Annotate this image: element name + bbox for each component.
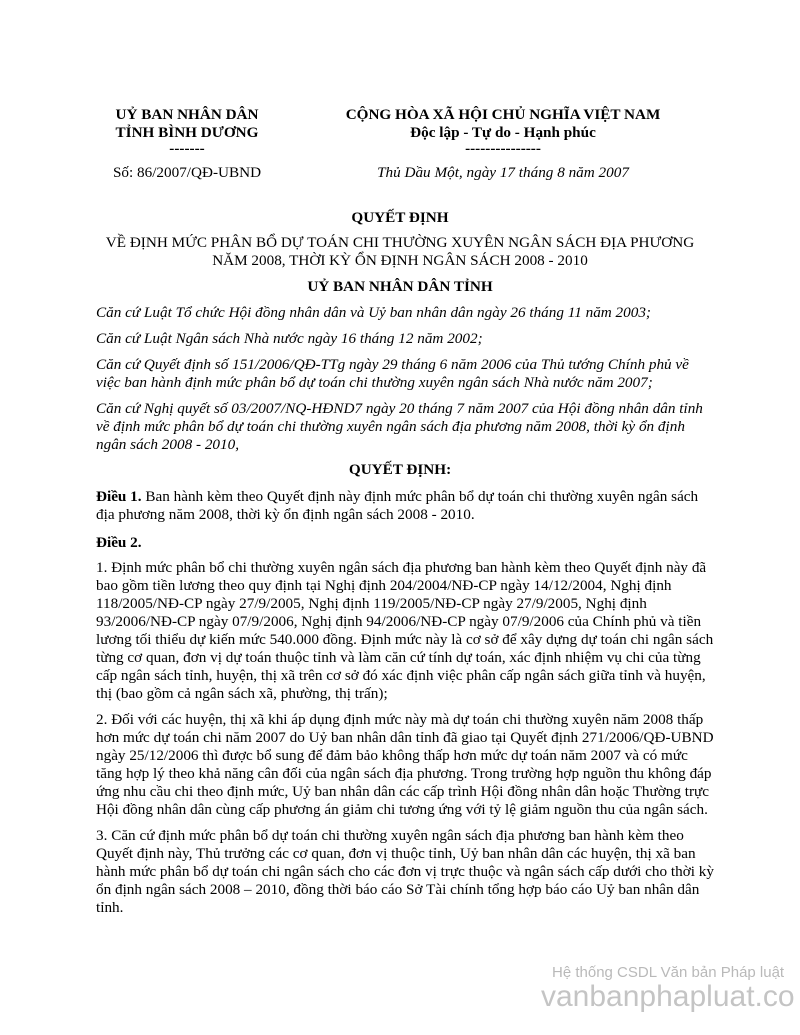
issuing-body <box>84 106 290 156</box>
legal-basis: Căn cứ Quyết định số 151/2006/QĐ-TTg ngày 29 tháng 6 năm 2006 của Thủ tướng Chính phủ về việc ban hành định mức phân bổ dự toán chi thường xuyên ngân sách Nhà nước năm 2007; <box>96 356 689 391</box>
article-1-label: Điều 1. <box>96 488 142 505</box>
nation-separator: --------------- <box>465 140 541 157</box>
legal-basis: Căn cứ Luật Ngân sách Nhà nước ngày 16 tháng 12 năm 2002; <box>96 330 483 347</box>
issuer-heading: UỶ BAN NHÂN DÂN TỈNH <box>307 278 493 295</box>
article-1 <box>96 488 716 524</box>
article-2-item: 1. Định mức phân bổ chi thường xuyên ngân sách địa phương ban hành kèm theo Quyết định này đã bao gồm tiền lương theo quy định tại Nghị định 204/2004/NĐ-CP ngày 14/12/2004, Nghị định 118/2005/NĐ-CP ngày 27/9/2005, Nghị định 119/2005/NĐ-CP ngày 27/9/2005, Nghị định 93/2006/NĐ-CP ngày 07/9/2006, Nghị định 94/2006/NĐ-CP ngày 07/9/2006 của Chính phủ và tiền lương tối thiểu dự kiến mức 540.000 đồng. Định mức này là cơ sở để xây dựng dự toán chi ngân sách từng cơ quan, đơn vị dự toán thuộc tỉnh và làm căn cứ tính dự toán, xác định nhiệm vụ chi của từng cấp ngân sách tỉnh, huyện, thị xã trên cơ sở đó xác định việc phân cấp ngân sách giữa tỉnh và huyện, thị (bao gồm cả ngân sách xã, phường, thị trấn); <box>96 559 714 702</box>
article-2-label: Điều 2. <box>96 534 142 551</box>
watermark-tagline: Hệ thống CSDL Văn bản Pháp luật <box>552 964 785 981</box>
nation-motto: Độc lập - Tự do - Hạnh phúc <box>410 124 596 141</box>
legal-basis: Căn cứ Nghị quyết số 03/2007/NQ-HĐND7 ngày 20 tháng 7 năm 2007 của Hội đồng nhân dân tỉnh về định mức phân bổ dự toán chi thường xuyên ngân sách địa phương năm 2008, thời kỳ ổn định ngân sách 2008 - 2010, <box>96 400 703 453</box>
article-2-item: 2. Đối với các huyện, thị xã khi áp dụng định mức này mà dự toán chi thường xuyên năm 2008 thấp hơn mức dự toán chi năm 2007 do Uỷ ban nhân dân tỉnh đã giao tại Quyết định 271/2006/QĐ-UBND ngày 25/12/2006 thì được bổ sung để đảm bảo không thấp hơn mức dự toán năm 2007 và có mức tăng hợp lý theo khả năng cân đối của ngân sách địa phương. Trong trường hợp nguồn thu không đáp ứng nhu cầu chi theo định mức, Uỷ ban nhân dân các cấp trình Hội đồng nhân dân hoặc Thường trực Hội đồng nhân dân cùng cấp phương án giảm chi tương ứng với tỷ lệ giảm nguồn thu của ngân sách. <box>96 711 714 818</box>
article-2-item: 3. Căn cứ định mức phân bổ dự toán chi thường xuyên ngân sách địa phương ban hành kèm theo Quyết định này, Thủ trưởng các cơ quan, đơn vị thuộc tỉnh, Uỷ ban nhân dân các huyện, thị xã ban hành mức phân bổ dự toán chi ngân sách cho các đơn vị trực thuộc và ngân sách cấp dưới cho thời kỳ ổn định ngân sách 2008 – 2010, đồng thời báo cáo Sở Tài chính tổng hợp báo cáo Uỷ ban nhân dân tỉnh. <box>96 827 714 916</box>
issuing-body-line1: UỶ BAN NHÂN DÂN <box>115 106 259 123</box>
article-1-text: Ban hành kèm theo Quyết định này định mức phân bổ dự toán chi thường xuyên ngân sách địa phương năm 2008, thời kỳ ổn định ngân sách 2008 - 2010. <box>96 488 699 523</box>
place-date: Thủ Dầu Một, ngày 17 tháng 8 năm 2007 <box>377 164 629 181</box>
nation-name: CỘNG HÒA XÃ HỘI CHỦ NGHĨA VIỆT NAM <box>345 106 661 123</box>
legal-bases <box>96 304 716 454</box>
issuing-body-separator: ------- <box>169 140 205 157</box>
legal-basis: Căn cứ Luật Tổ chức Hội đồng nhân dân và Uỷ ban nhân dân ngày 26 tháng 11 năm 2003; <box>96 304 651 321</box>
article-2-body <box>96 559 716 917</box>
subject-line1: VỀ ĐỊNH MỨC PHÂN BỔ DỰ TOÁN CHI THƯỜNG XUYÊN NGÂN SÁCH ĐỊA PHƯƠNG <box>105 234 695 251</box>
subject-line2: NĂM 2008, THỜI KỲ ỔN ĐỊNH NGÂN SÁCH 2008 - 2010 <box>212 252 588 269</box>
decision-heading: QUYẾT ĐỊNH: <box>348 461 452 478</box>
document-subject <box>60 234 740 270</box>
document-number: Số: 86/2007/QĐ-UBND <box>112 164 262 181</box>
national-motto <box>296 106 710 156</box>
document-type: QUYẾT ĐỊNH <box>351 209 449 226</box>
issuing-body-line2: TỈNH BÌNH DƯƠNG <box>115 124 259 141</box>
watermark-site: vanbanphapluat.co <box>541 980 795 1013</box>
